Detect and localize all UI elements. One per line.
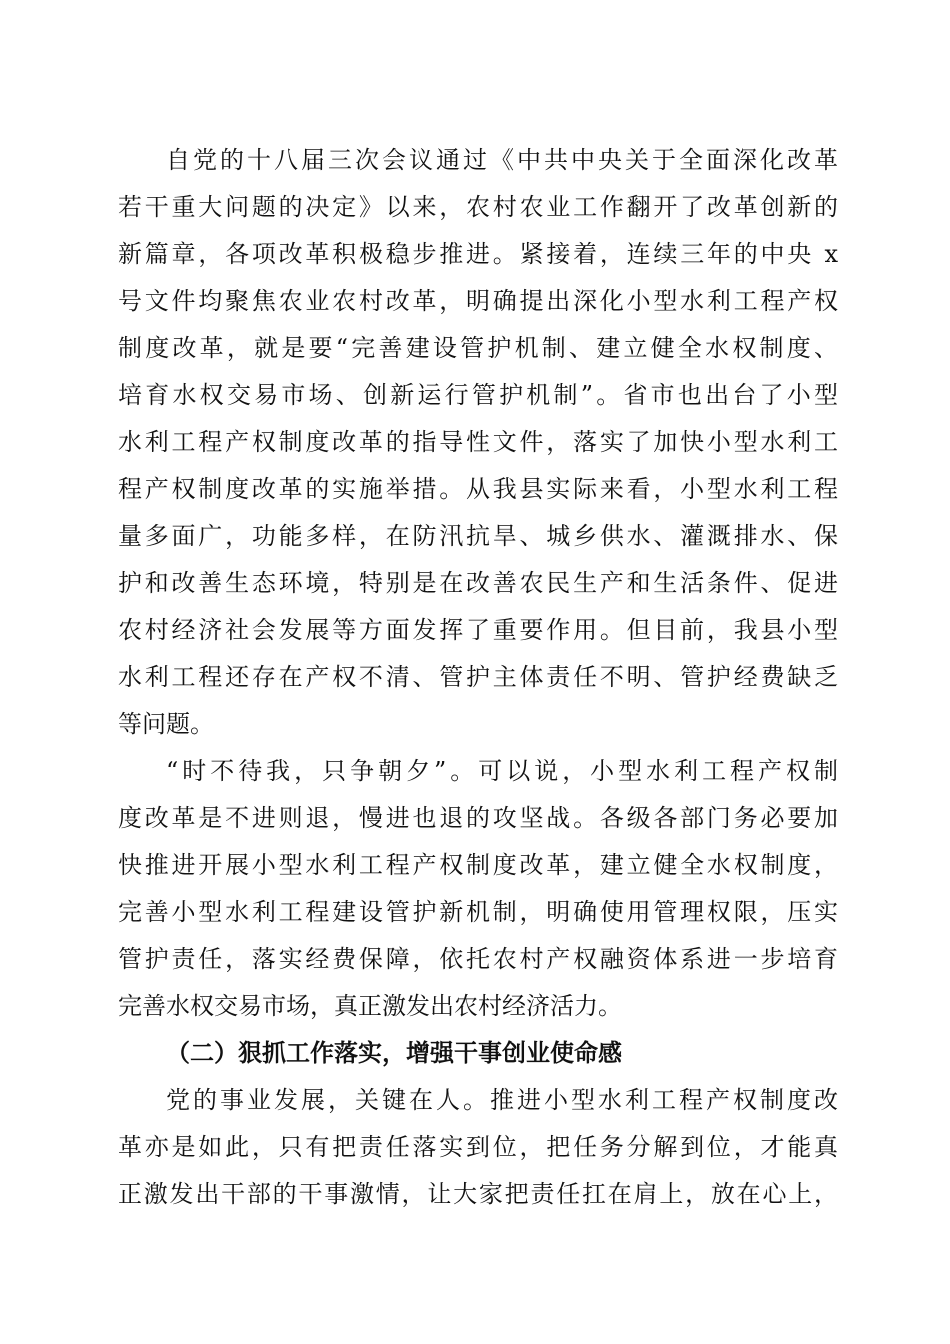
paragraph-1-line-2: 若干重大问题的决定》以来，农村农业工作翻开了改革创新的 xyxy=(118,193,838,221)
paragraph-1-line-11: 农村经济社会发展等方面发挥了重要作用。但目前，我县小型 xyxy=(118,616,838,644)
paragraph-1-line-8: 程产权制度改革的实施举措。从我县实际来看，小型水利工程 xyxy=(118,475,838,503)
paragraph-2-line-4: 完善小型水利工程建设管护新机制，明确使用管理权限，压实 xyxy=(118,898,838,926)
paragraph-2-line-1: “时不待我，只争朝夕”。可以说，小型水利工程产权制 xyxy=(166,757,838,785)
paragraph-1-line-13: 等问题。 xyxy=(118,710,214,738)
paragraph-1-line-9: 量多面广，功能多样，在防汛抗旱、城乡供水、灌溉排水、保 xyxy=(118,522,838,550)
paragraph-1-line-7: 水利工程产权制度改革的指导性文件，落实了加快小型水利工 xyxy=(118,428,838,456)
paragraph-2-line-6: 完善水权交易市场，真正激发出农村经济活力。 xyxy=(118,992,622,1020)
paragraph-3-line-1: 党的事业发展，关键在人。推进小型水利工程产权制度改 xyxy=(166,1086,838,1114)
paragraph-2-line-5: 管护责任，落实经费保障，依托农村产权融资体系进一步培育 xyxy=(118,945,838,973)
paragraph-1-line-6: 培育水权交易市场、创新运行管护机制”。省市也出台了小型 xyxy=(118,381,838,409)
paragraph-1-line-3: 新篇章，各项改革积极稳步推进。紧接着，连续三年的中央 x xyxy=(118,240,838,268)
paragraph-1-line-1: 自党的十八届三次会议通过《中共中央关于全面深化改革 xyxy=(166,146,838,174)
paragraph-2-line-2: 度改革是不进则退，慢进也退的攻坚战。各级各部门务必要加 xyxy=(118,804,838,832)
section-heading: （二）狠抓工作落实，增强干事创业使命感 xyxy=(166,1039,622,1067)
paragraph-3-line-2: 革亦是如此，只有把责任落实到位，把任务分解到位，才能真 xyxy=(118,1133,838,1161)
paragraph-1-line-12: 水利工程还存在产权不清、管护主体责任不明、管护经费缺乏 xyxy=(118,663,838,691)
paragraph-3-line-3: 正激发出干部的干事激情，让大家把责任扛在肩上，放在心上， xyxy=(118,1180,838,1208)
paragraph-1-line-5: 制度改革，就是要“完善建设管护机制、建立健全水权制度、 xyxy=(118,334,838,362)
paragraph-1-line-4: 号文件均聚焦农业农村改革，明确提出深化小型水利工程产权 xyxy=(118,287,838,315)
paragraph-2-line-3: 快推进开展小型水利工程产权制度改革，建立健全水权制度， xyxy=(118,851,838,879)
paragraph-1-line-10: 护和改善生态环境，特别是在改善农民生产和生活条件、促进 xyxy=(118,569,838,597)
